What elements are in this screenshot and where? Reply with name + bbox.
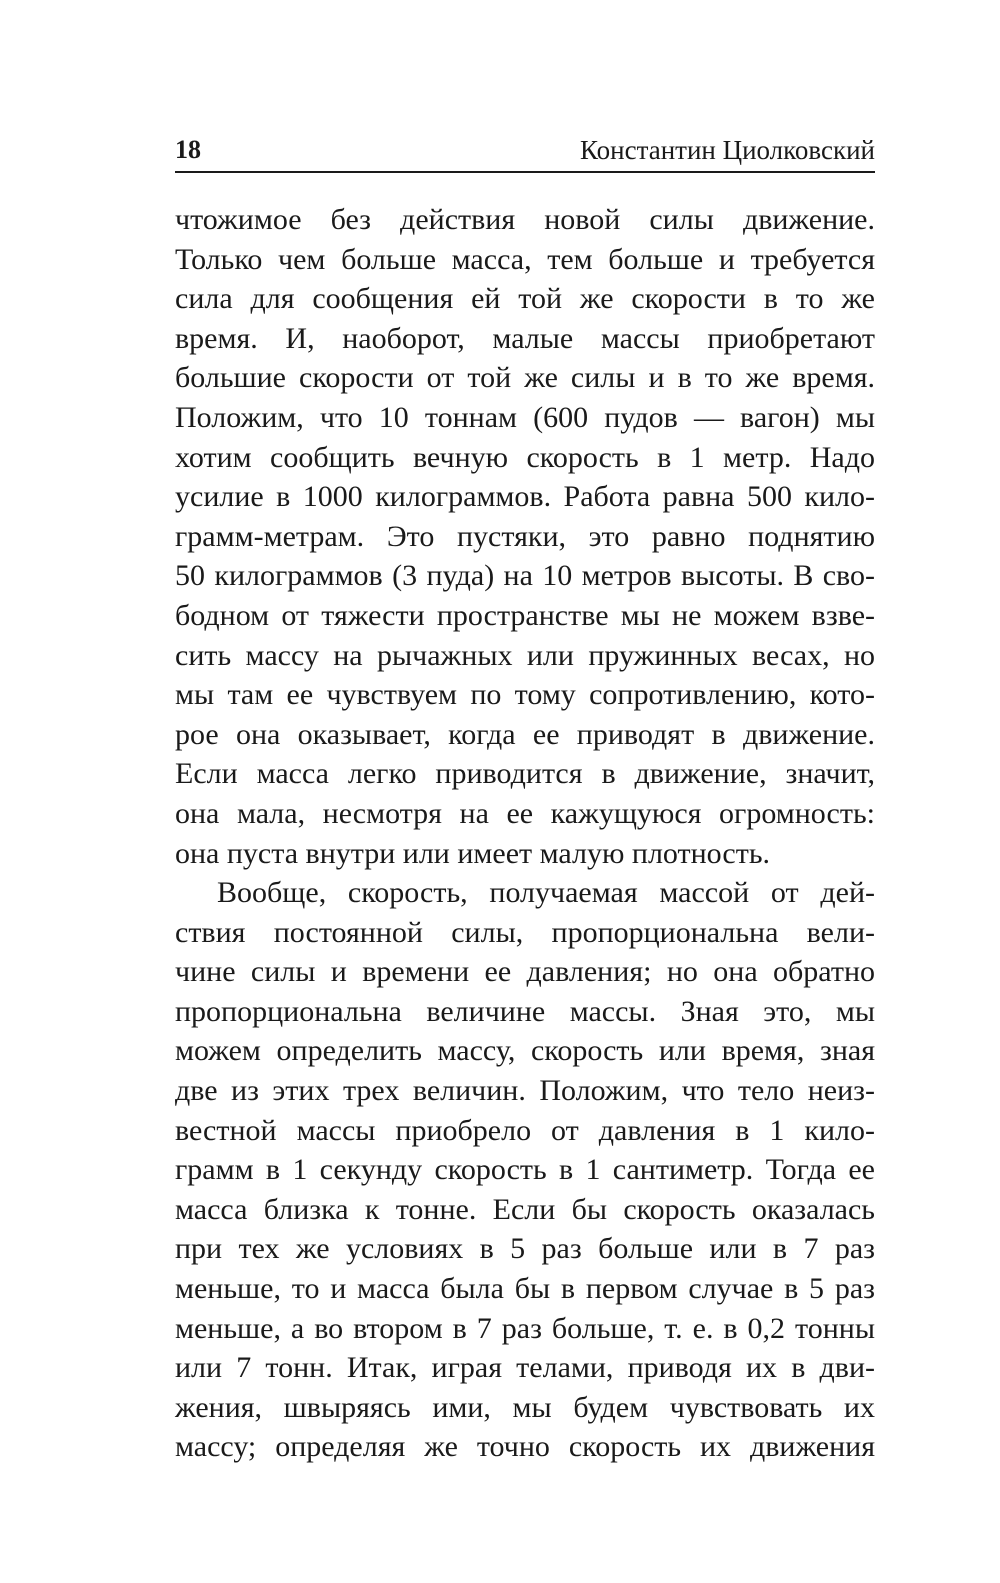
text-line: вестной массы приобрело от давления в 1 кило- <box>175 1113 875 1147</box>
text-line: Положим, что 10 тоннам (600 пудов — вагон) мы <box>175 400 875 434</box>
text-line: массу; определяя же точно скорость их движения <box>175 1430 875 1464</box>
text-line: можем определить массу, скорость или время, зная <box>175 1034 875 1068</box>
text-line: Только чем больше масса, тем больше и требуется <box>175 242 875 276</box>
text-line: при тех же условиях в 5 раз больше или в 7 раз <box>175 1232 875 1266</box>
text-line: бодном от тяжести пространстве мы не можем взве- <box>175 598 875 632</box>
text-line: усилие в 1000 килограммов. Работа равна 500 кило- <box>175 480 875 514</box>
text-line: рое она оказывает, когда ее приводят в движение. <box>175 717 875 751</box>
text-line: сить массу на рычажных или пружинных весах, но <box>175 638 875 672</box>
text-line: время. И, наоборот, малые массы приобретают <box>175 321 875 355</box>
text-line: или 7 тонн. Итак, играя телами, приводя их в дви- <box>175 1351 875 1385</box>
text-line: грамм-метрам. Это пустяки, это равно поднятию <box>175 519 875 553</box>
text-line: меньше, а во втором в 7 раз больше, т. е. в 0,2 тонны <box>175 1311 875 1345</box>
paragraph-1 <box>175 200 875 873</box>
text-line: 50 килограммов (3 пуда) на 10 метров высоты. В сво- <box>175 559 875 593</box>
page-number: 18 <box>175 135 201 164</box>
text-line: мы там ее чувствуем по тому сопротивлению, кото- <box>175 678 875 712</box>
text-line: хотим сообщить вечную скорость в 1 метр. Надо <box>175 440 875 474</box>
paragraph-2 <box>175 873 875 1467</box>
text-line: грамм в 1 секунду скорость в 1 сантиметр. Тогда ее <box>175 1153 875 1187</box>
text-line: она мала, несмотря на ее кажущуюся огромность: <box>175 796 875 830</box>
text-line: ствия постоянной силы, пропорциональна вели- <box>175 915 875 949</box>
text-line: масса близка к тонне. Если бы скорость оказалась <box>175 1192 875 1226</box>
text-line: сила для сообщения ей той же скорости в то же <box>175 282 875 316</box>
text-line: чтожимое без действия новой силы движение. <box>175 203 875 236</box>
running-title: Константин Циолковский <box>579 135 875 165</box>
text-line: пропорциональна величине массы. Зная это, мы <box>175 994 875 1028</box>
body-text <box>175 200 875 1467</box>
text-line: чине силы и времени ее давления; но она обратно <box>175 955 875 989</box>
text-line: две из этих трех величин. Положим, что тело неиз- <box>175 1074 875 1108</box>
text-line: меньше, то и масса была бы в первом случае в 5 раз <box>175 1272 875 1306</box>
text-line: Вообще, скорость, получаемая массой от дей- <box>217 876 875 910</box>
running-header <box>175 131 875 173</box>
text-line: она пуста внутри или имеет малую плотность. <box>175 836 771 870</box>
text-line: жения, швыряясь ими, мы будем чувствовать их <box>175 1390 875 1424</box>
text-line: большие скорости от той же силы и в то же время. <box>175 361 875 395</box>
text-line: Если масса легко приводится в движение, значит, <box>175 757 875 791</box>
